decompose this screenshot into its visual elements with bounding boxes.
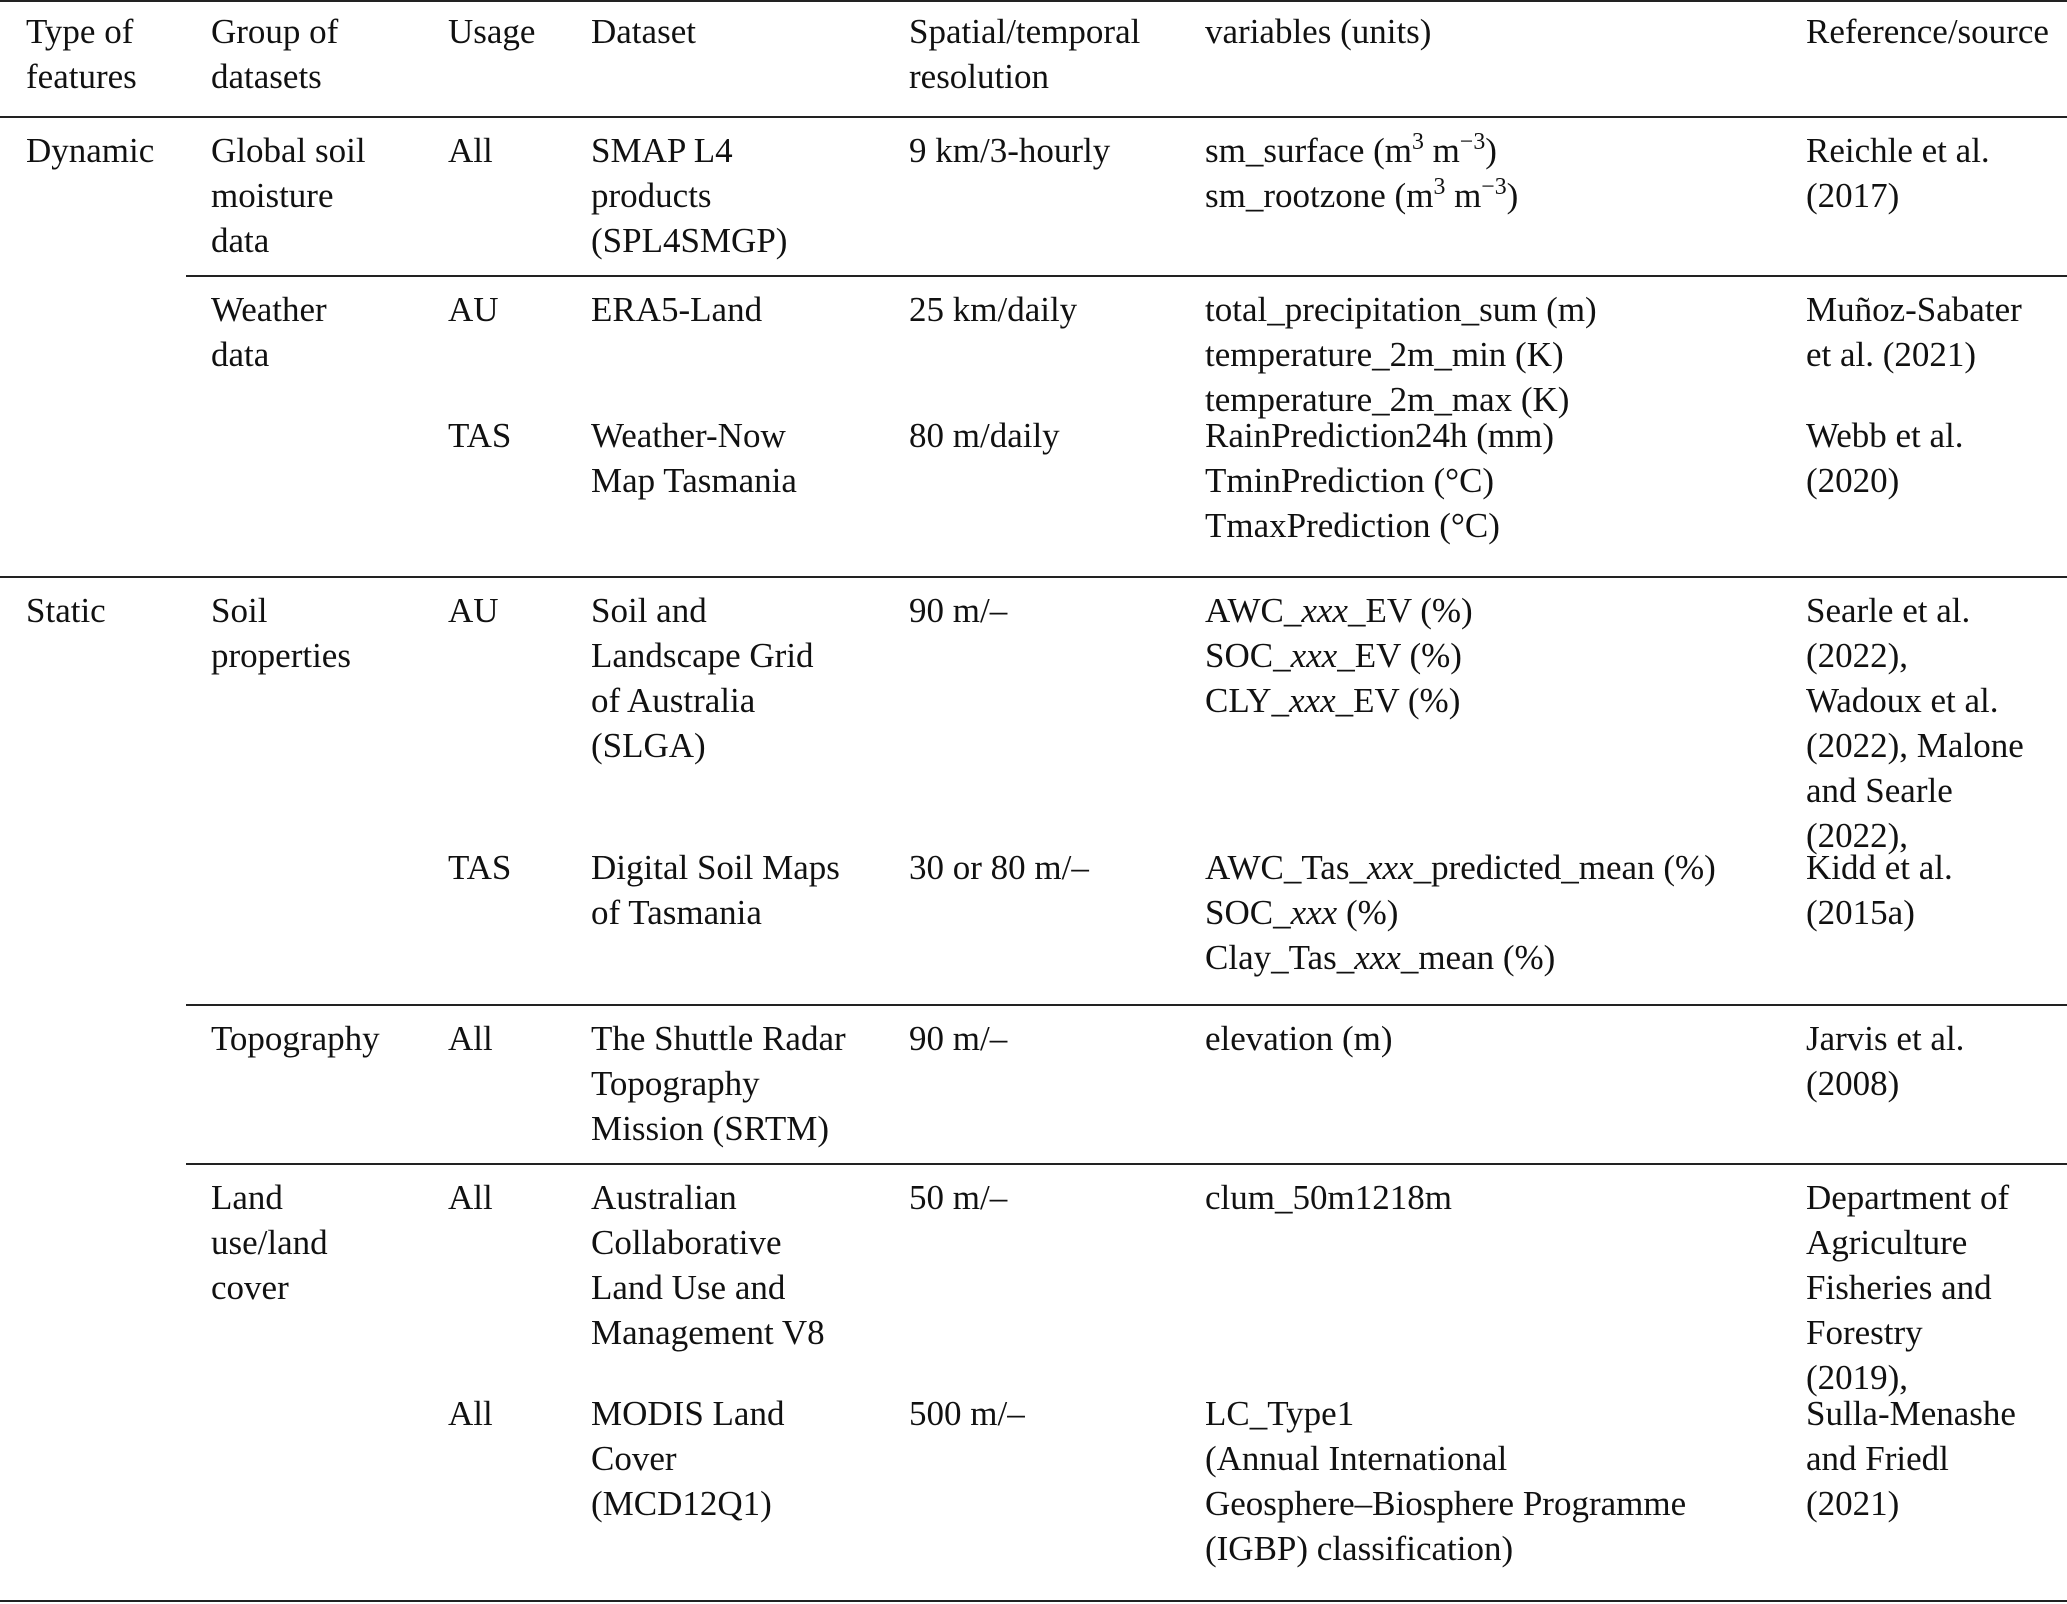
cell-line: (SPL4SMGP) [591,221,788,260]
cell-line: TminPrediction (°C) [1205,461,1495,500]
cell-usage [448,1016,493,1061]
cell-line: moisture [211,176,334,215]
cell-line [1205,845,1716,890]
bottom-rule [0,1600,2067,1602]
variable-suffix: (%) [1337,893,1399,932]
cell-line: elevation (m) [1205,1019,1393,1058]
header-text: Group of [211,12,339,51]
cell-line: and Friedl [1806,1439,1949,1478]
cell-usage [448,1391,493,1436]
cell-reference [1806,128,1990,218]
cell-line [1205,935,1716,980]
cell-line: Department of [1806,1178,2010,1217]
header-text: datasets [211,57,322,96]
cell-reference [1806,845,1953,935]
cell-line: (2008) [1806,1064,1900,1103]
variable-suffix: _predicted_mean (%) [1413,848,1716,887]
cell-line: AU [448,591,499,630]
cell-line: temperature_2m_max (K) [1205,380,1570,419]
cell-resolution [909,1016,1007,1061]
cell-group-of-datasets [211,1016,380,1061]
header-usage [448,9,535,54]
cell-usage [448,128,493,173]
cell-type-of-features [26,588,106,633]
cell-line: Geosphere–Biosphere Programme [1205,1484,1687,1523]
unit-exponent: 3 [1433,173,1446,200]
cell-dataset [591,1016,846,1151]
cell-line: RainPrediction24h (mm) [1205,416,1554,455]
depth-placeholder: xxx [1289,681,1336,720]
cell-line: TAS [448,848,512,887]
cell-line [1205,890,1716,935]
depth-placeholder: xxx [1301,591,1348,630]
header-text: Type of [26,12,134,51]
unit-text: m [1423,131,1460,170]
cell-line: (2020) [1806,461,1900,500]
cell-line: Soil and [591,591,707,630]
cell-line: Management V8 [591,1313,825,1352]
cell-line: Weather [211,290,327,329]
variable-name: SOC_ [1205,636,1291,675]
cell-line: Weather-Now [591,416,786,455]
header-type-of-features [26,9,137,99]
variable-name: CLY_ [1205,681,1289,720]
cell-line: (SLGA) [591,726,706,765]
unit-exponent: −3 [1481,173,1507,200]
header-dataset [591,9,696,54]
cell-line: Land Use and [591,1268,786,1307]
cell-line [1205,128,1518,173]
variable-suffix: _EV (%) [1337,636,1462,675]
cell-dataset [591,845,840,935]
cell-line: data [211,335,270,374]
cell-line: data [211,221,270,260]
header-text: Reference/source [1806,12,2049,51]
cell-line: TAS [448,416,512,455]
cell-line: Muñoz-Sabater [1806,290,2022,329]
cell-line [1205,678,1473,723]
row-rule-global [186,275,2067,277]
cell-resolution [909,1391,1025,1436]
cell-line: 90 m/– [909,1019,1008,1058]
cell-line: and Searle [1806,771,1953,810]
cell-line: ERA5-Land [591,290,763,329]
cell-reference [1806,1175,2009,1400]
cell-line: 30 or 80 m/– [909,848,1089,887]
depth-placeholder: xxx [1290,893,1338,932]
row-rule-topography [186,1163,2067,1165]
cell-line: AU [448,290,499,329]
cell-line: All [448,1394,493,1433]
header-text: Usage [448,12,536,51]
cell-line: All [448,131,493,170]
cell-group-of-datasets [211,287,327,377]
cell-line: MODIS Land [591,1394,785,1433]
cell-line: (2022), [1806,636,1909,675]
cell-dataset [591,287,762,332]
cell-line: SMAP L4 [591,131,733,170]
cell-line: Kidd et al. [1806,848,1953,887]
cell-line: clum_50m1218m [1205,1178,1452,1217]
cell-line: Soil [211,591,268,630]
unit-text: ) [1485,131,1497,170]
variable-name: AWC_ [1205,591,1302,630]
cell-resolution [909,128,1110,173]
cell-line: LC_Type1 [1205,1394,1355,1433]
cell-reference [1806,287,2022,377]
cell-line: 80 m/daily [909,416,1060,455]
cell-line: All [448,1019,493,1058]
cell-line: 500 m/– [909,1394,1025,1433]
cell-line: Topography [591,1064,760,1103]
cell-line: The Shuttle Radar [591,1019,846,1058]
cell-line: use/land [211,1223,328,1262]
cell-line: Wadoux et al. [1806,681,1999,720]
cell-line [1205,173,1518,218]
header-text: Dataset [591,12,696,51]
cell-line: (2017) [1806,176,1900,215]
header-rule [0,116,2067,118]
cell-reference [1806,1016,1964,1106]
cell-line: Landscape Grid [591,636,814,675]
header-variables [1205,9,1431,54]
cell-line: Australian [591,1178,737,1217]
cell-line: total_precipitation_sum (m) [1205,290,1597,329]
cell-line: Forestry [1806,1313,1923,1352]
cell-line: TmaxPrediction (°C) [1205,506,1500,545]
depth-placeholder: xxx [1290,636,1338,675]
header-text: features [26,57,137,96]
cell-line: Cover [591,1439,677,1478]
cell-line: of Tasmania [591,893,762,932]
unit-exponent: −3 [1459,128,1486,155]
row-rule-soil [186,1004,2067,1006]
unit-text: ) [1506,176,1519,215]
cell-resolution [909,287,1077,332]
variable-name: AWC_Tas_ [1205,848,1367,887]
cell-line: 90 m/– [909,591,1008,630]
cell-reference [1806,1391,2016,1526]
variable-suffix: _EV (%) [1335,681,1461,720]
cell-line: (2022), [1806,816,1909,855]
cell-usage [448,588,499,633]
header-resolution [909,9,1140,99]
cell-group-of-datasets [211,128,366,263]
cell-group-of-datasets [211,1175,328,1310]
cell-line: properties [211,636,351,675]
cell-variables [1205,1175,1452,1220]
header-text: Spatial/temporal [909,12,1141,51]
cell-line: Jarvis et al. [1806,1019,1965,1058]
cell-line: (2019), [1806,1358,1909,1397]
cell-line: Reichle et al. [1806,131,1990,170]
cell-line: of Australia [591,681,756,720]
cell-line: (2015a) [1806,893,1915,932]
cell-line: Topography [211,1019,380,1058]
cell-dataset [591,128,787,263]
cell-line: products [591,176,712,215]
cell-variables [1205,588,1473,723]
cell-line: Map Tasmania [591,461,797,500]
cell-line: cover [211,1268,289,1307]
cell-variables [1205,413,1554,548]
cell-line: All [448,1178,493,1217]
variable-name: Clay_Tas_ [1205,938,1355,977]
cell-line: Sulla-Menashe [1806,1394,2016,1433]
cell-line: (2022), Malone [1806,726,2024,765]
cell-line [1205,588,1473,633]
cell-line: 25 km/daily [909,290,1078,329]
cell-line: Land [211,1178,283,1217]
unit-exponent: 3 [1412,128,1424,155]
header-text: resolution [909,57,1049,96]
cell-type-of-features [26,128,154,173]
cell-line: Agriculture [1806,1223,1968,1262]
cell-dataset [591,413,797,503]
cell-reference [1806,413,1964,503]
cell-variables [1205,128,1518,218]
cell-variables [1205,287,1597,422]
cell-variables [1205,845,1716,980]
cell-usage [448,413,511,458]
cell-resolution [909,588,1007,633]
cell-line: 50 m/– [909,1178,1008,1217]
depth-placeholder: xxx [1354,938,1401,977]
cell-usage [448,1175,493,1220]
cell-line: Searle et al. [1806,591,1971,630]
cell-line [1205,633,1473,678]
cell-line: Fisheries and [1806,1268,1992,1307]
cell-group-of-datasets [211,588,351,678]
cell-dataset [591,588,814,768]
cell-variables [1205,1391,1686,1571]
cell-line: Global soil [211,131,366,170]
cell-dataset [591,1391,784,1526]
cell-line: (Annual International [1205,1439,1508,1478]
variable-name: sm_rootzone (m [1205,176,1434,215]
header-reference [1806,9,2049,54]
header-text: variables (units) [1205,12,1432,51]
variable-name: SOC_ [1205,893,1291,932]
variable-suffix: _mean (%) [1400,938,1556,977]
cell-line: 9 km/3-hourly [909,131,1111,170]
cell-line: Mission (SRTM) [591,1109,830,1148]
cell-line: (2021) [1806,1484,1900,1523]
cell-line: (MCD12Q1) [591,1484,772,1523]
cell-usage [448,287,499,332]
variable-name: sm_surface (m [1205,131,1413,170]
cell-line: Digital Soil Maps [591,848,840,887]
cell-variables [1205,1016,1393,1061]
cell-line: Webb et al. [1806,416,1964,455]
cell-dataset [591,1175,825,1355]
header-group-of-datasets [211,9,338,99]
cell-resolution [909,845,1089,890]
cell-line: et al. (2021) [1806,335,1977,374]
cell-line: temperature_2m_min (K) [1205,335,1564,374]
cell-line: Dynamic [26,131,155,170]
variable-suffix: _EV (%) [1347,591,1473,630]
cell-usage [448,845,511,890]
top-rule [0,0,2067,2]
cell-line: Collaborative [591,1223,782,1262]
depth-placeholder: xxx [1366,848,1414,887]
unit-text: m [1445,176,1482,215]
section-rule-static [0,576,2067,578]
cell-resolution [909,1175,1007,1220]
cell-line: (IGBP) classification) [1205,1529,1514,1568]
cell-reference [1806,588,2024,858]
cell-line: Static [26,591,106,630]
cell-resolution [909,413,1060,458]
